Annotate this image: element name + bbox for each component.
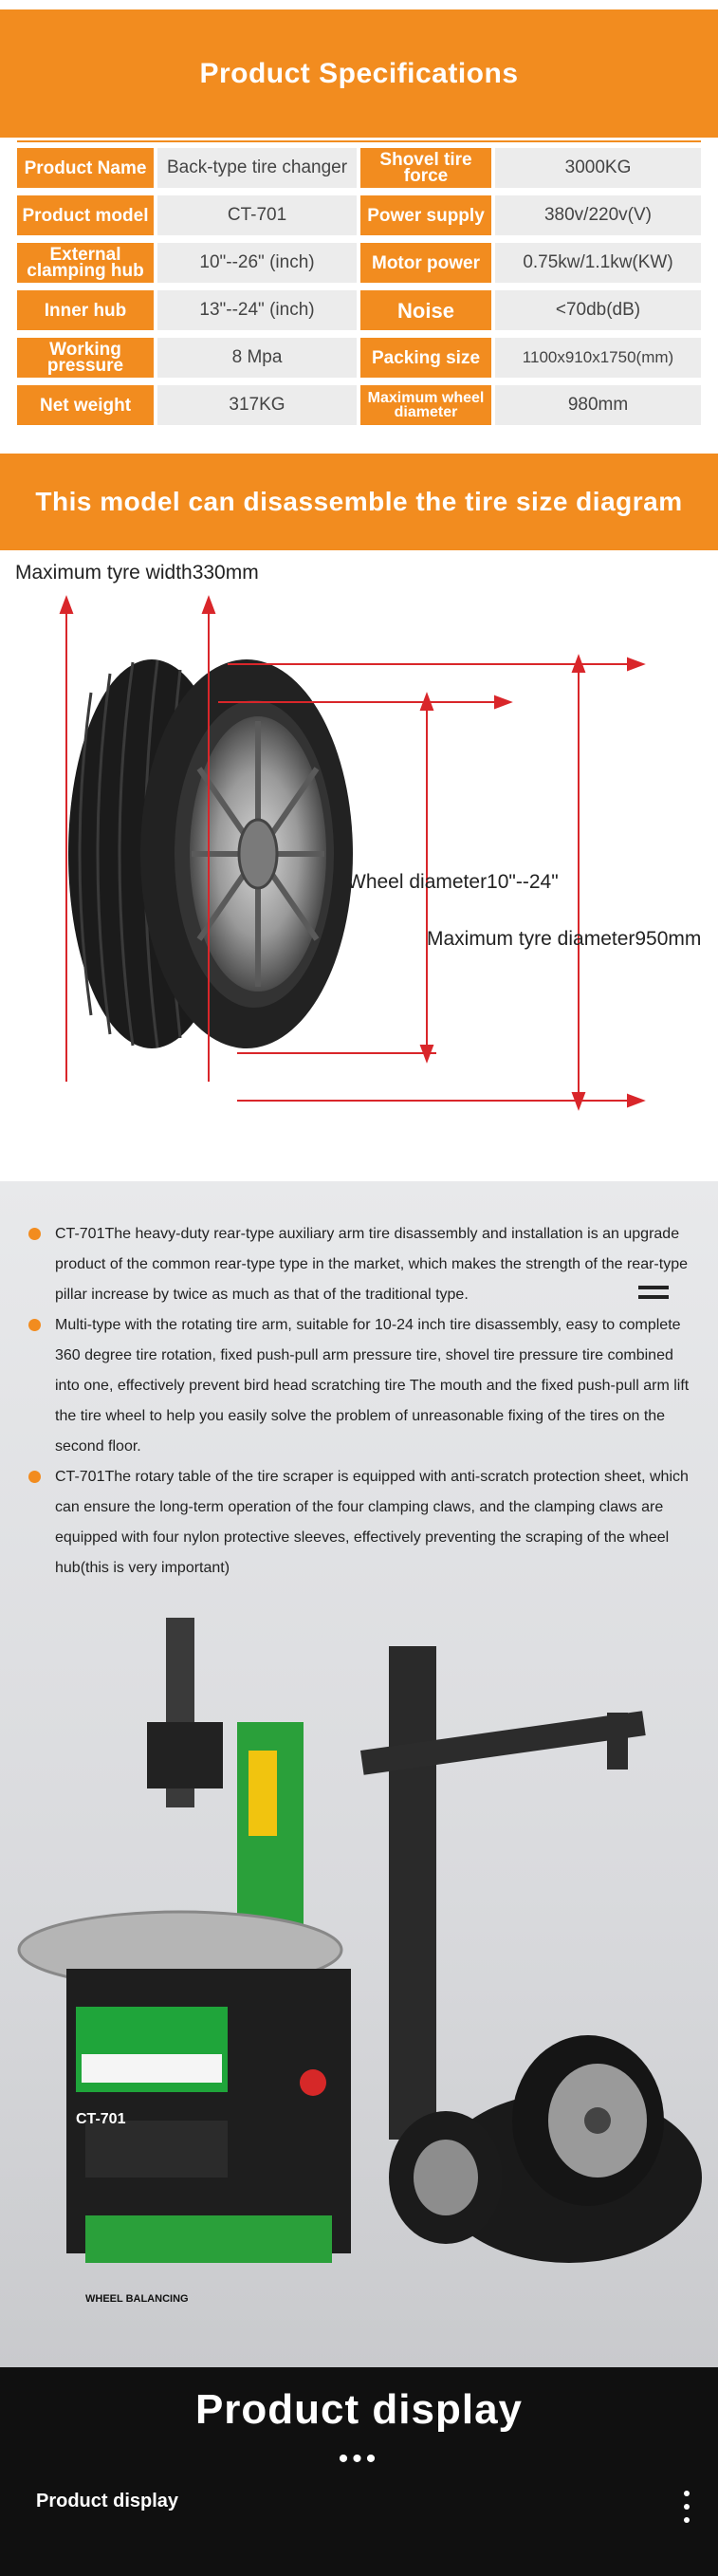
spec-value: 980mm bbox=[495, 385, 701, 425]
spec-row bbox=[17, 336, 701, 380]
spec-label: Shovel tire force bbox=[360, 148, 491, 188]
spec-label: External clamping hub bbox=[17, 243, 154, 283]
spec-label: Noise bbox=[360, 290, 491, 330]
spec-value: 3000KG bbox=[495, 148, 701, 188]
spec-value: 8 Mpa bbox=[157, 338, 357, 378]
spec-row bbox=[17, 146, 701, 190]
tire-changer-machine-illustration bbox=[0, 1608, 718, 2367]
feature-text: CT-701The heavy-duty rear-type auxiliary arm tire disassembly and installation is an upgrade product of the common rear-type type in the market, which makes the strength of the rear-type pillar increase by twice as much as that of the traditional type. bbox=[55, 1226, 688, 1303]
spec-value: CT-701 bbox=[157, 195, 357, 235]
spec-label: Inner hub bbox=[17, 290, 154, 330]
spec-label: Packing size bbox=[360, 338, 491, 378]
wheel-diameter-label: Wheel diameter10"--24" bbox=[347, 871, 559, 893]
display-dots: ••• bbox=[338, 2443, 380, 2474]
spec-value: 380v/220v(V) bbox=[495, 195, 701, 235]
feature-text: Multi-type with the rotating tire arm, suitable for 10-24 inch tire disassembly, easy to complete 360 degree tire rotation, fixed push-pull arm pressure tire, shovel tire pressure tire combined into one, effectively prevent bird head scratching tire The mouth and the fixed push-pull arm lift the tire wheel to help you easily solve the problem of unreasonable fixing of the tires on the second floor. bbox=[55, 1317, 690, 1455]
spec-title: Product Specifications bbox=[199, 57, 519, 89]
feature-item bbox=[28, 1219, 692, 1310]
display-subtitle: Product display bbox=[36, 2491, 179, 2511]
spec-label: Product Name bbox=[17, 148, 154, 188]
tire-section-header bbox=[0, 454, 718, 550]
bullet-dot-icon bbox=[28, 1228, 41, 1240]
spec-row bbox=[17, 288, 701, 332]
feature-text: CT-701The rotary table of the tire scraper is equipped with anti-scratch protection sheet, which can ensure the long-term operation of the four clamping claws, and the clamping claws are equipped with four nylon protective sleeves, effectively preventing the scraping of the wheel hub(this is very important) bbox=[55, 1469, 689, 1576]
feature-item bbox=[28, 1462, 692, 1584]
spec-table bbox=[17, 140, 701, 436]
more-icon[interactable] bbox=[684, 2491, 691, 2530]
spec-value: 317KG bbox=[157, 385, 357, 425]
spec-label: Motor power bbox=[360, 243, 491, 283]
spec-label: Maximum wheel diameter bbox=[360, 385, 491, 425]
feature-list bbox=[28, 1219, 692, 1584]
spec-label: Product model bbox=[17, 195, 154, 235]
product-display-section bbox=[0, 2367, 718, 2576]
tire-size-diagram bbox=[0, 550, 718, 1139]
menu-icon[interactable] bbox=[638, 1286, 669, 1308]
bullet-dot-icon bbox=[28, 1319, 41, 1331]
bullet-dot-icon bbox=[28, 1471, 41, 1483]
spec-value: 1100x910x1750(mm) bbox=[495, 338, 701, 378]
spec-header bbox=[0, 9, 718, 138]
spec-value: <70db(dB) bbox=[495, 290, 701, 330]
spec-value: 13"--24" (inch) bbox=[157, 290, 357, 330]
product-features-section bbox=[0, 1181, 718, 2367]
max-width-label: Maximum tyre width330mm bbox=[15, 562, 259, 584]
spec-label: Net weight bbox=[17, 385, 154, 425]
spec-value: Back-type tire changer bbox=[157, 148, 357, 188]
display-title: Product display bbox=[194, 2386, 524, 2433]
spec-label: Working pressure bbox=[17, 338, 154, 378]
spec-label: Power supply bbox=[360, 195, 491, 235]
machine-model-label: CT-701 bbox=[76, 2111, 126, 2127]
spec-row bbox=[17, 241, 701, 285]
spec-value: 0.75kw/1.1kw(KW) bbox=[495, 243, 701, 283]
spec-row bbox=[17, 194, 701, 237]
tire-section-title: This model can disassemble the tire size diagram bbox=[35, 487, 683, 516]
spec-row bbox=[17, 383, 701, 427]
machine-panel-label: WHEEL BALANCING bbox=[85, 2293, 189, 2305]
spec-value: 10"--26" (inch) bbox=[157, 243, 357, 283]
max-diameter-label: Maximum tyre diameter950mm bbox=[427, 928, 702, 950]
tire-illustration bbox=[0, 550, 718, 1139]
feature-item bbox=[28, 1310, 692, 1462]
